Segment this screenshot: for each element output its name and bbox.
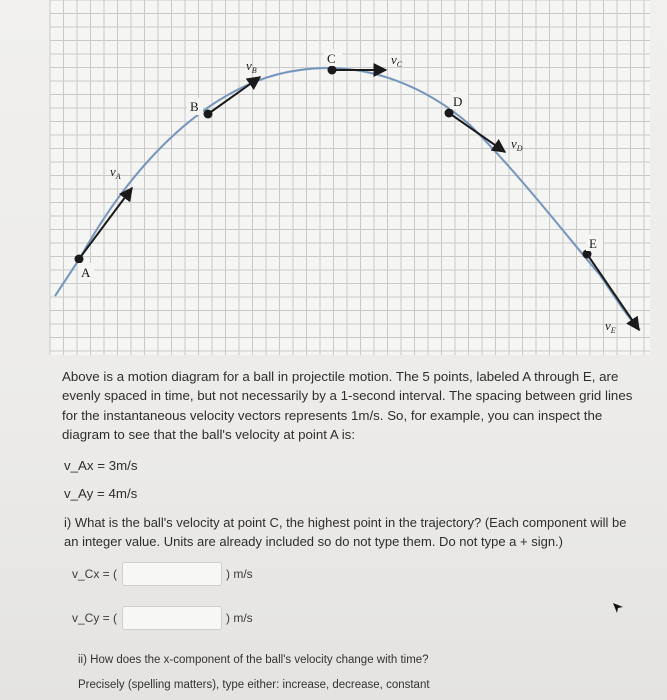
mouse-cursor-icon (611, 601, 625, 615)
point-c-label: C (327, 51, 336, 66)
vector-b-label: $v_B$ (246, 58, 257, 75)
vcy-input[interactable] (122, 606, 222, 630)
point-b-dot (204, 110, 213, 119)
question-1-text: i) What is the ball's velocity at point C, the highest point in the trajectory? (Each component will be an integer value. Units are already included so do not type them. Do not type a + sign.) (64, 515, 627, 549)
vcx-suffix: ) m/s (226, 567, 253, 581)
grid-background (50, 0, 650, 355)
point-d-label: D (453, 94, 463, 109)
vector-a-label: $v_A$ (110, 164, 121, 181)
point-a-label: A (81, 265, 91, 280)
problem-description: Above is a motion diagram for a ball in projectile motion. The 5 points, labeled A through E, are evenly spaced in time, but not necessarily by a 1-second interval. The spacing between grid lines for the instantaneous velocity vectors represents 1m/s. So, for example, you can inspect the diagram to see that the ball's velocity at point A is: (62, 369, 633, 443)
vector-c-label: $v_C$ (391, 52, 403, 69)
point-b-label: B (190, 99, 199, 114)
vcx-row (72, 562, 253, 586)
vcy-row (72, 606, 253, 630)
point-e-label: E (589, 236, 597, 251)
vector-e-label: $v_E$ (605, 318, 616, 335)
point-a-dot (75, 255, 84, 264)
vector-d-label: $v_D$ (511, 136, 523, 153)
point-c-dot (328, 66, 337, 75)
vcx-prefix: v_Cx = ( (72, 567, 118, 581)
point-d-dot (445, 109, 454, 118)
vcy-prefix: v_Cy = ( (72, 611, 118, 625)
vcy-suffix: ) m/s (226, 611, 253, 625)
vcx-input[interactable] (122, 562, 222, 586)
vay-value: v_Ay = 4m/s (64, 486, 138, 501)
question-2-text: ii) How does the x-component of the ball's velocity change with time? (78, 654, 429, 666)
question-2-hint: Precisely (spelling matters), type either: increase, decrease, constant (78, 679, 430, 691)
vax-value: v_Ax = 3m/s (64, 458, 138, 473)
